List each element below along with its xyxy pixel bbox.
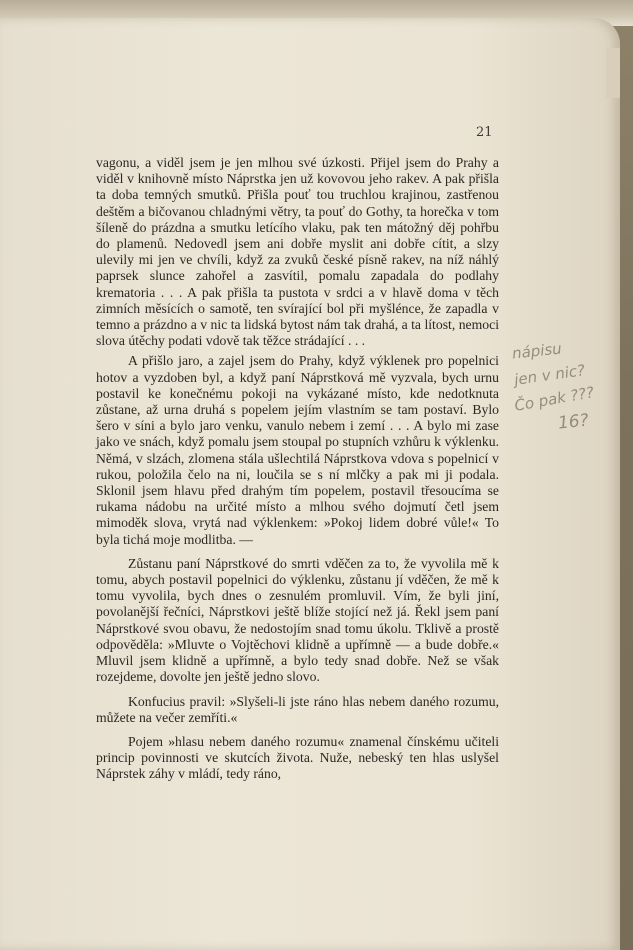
body-text bbox=[96, 155, 499, 783]
handwritten-margin-notes bbox=[500, 330, 633, 450]
paragraph-1: vagonu, a viděl jsem je jen mlhou své úzkosti. Přijel jsem do Prahy a viděl v knihovně místo Náprstka jen už kovovou jeho rakev. A pak přišla ta doba temných smutků. Přišla pouť tou truchlou krajinou, zastřenou deštěm a bičovanou chladnými větry, ta pouť do Gothy, ta horečka v tom šíleně do prázdna a smutku letícího vlaku, pak ten mátožný děj pohřbu do plamenů. Nedovedl jsem ani dobře myslit ani dobře cítit, a slzy ulevily mi jen ve chvíli, když za zvuků české písně rakev, na níž náhlý paprsek slunce zahořel a zasvítil, pomalu zapadala do podlahy krematoria . . . A pak přišla ta pustota v srdci a v hlavě doma v těch zimních měsících o samotě, ten svírající bol při myšlénce, že zapadla v temno a prázdno a v nic ta lidská bytost nám tak drahá, a ta lítost, nemoci slova útěchy podati vdově tak těžce strádající . . . bbox=[96, 155, 499, 349]
margin-note-2: jen v nic? bbox=[513, 361, 587, 389]
margin-note-4: 16? bbox=[557, 410, 590, 434]
paragraph-5: Pojem »hlasu nebem daného rozumu« znamenal čínskému učiteli princip povinnosti ve skutcích života. Nuže, nebeský ten hlas uslyšel Náprstek záhy v mládí, tedy ráno, bbox=[96, 733, 499, 782]
paragraph-4: Konfucius pravil: »Slyšeli-li jste ráno hlas nebem daného rozumu, můžete na večer zemříti.« bbox=[96, 693, 499, 725]
paragraph-3: Zůstanu paní Náprstkové do smrti vděčen za to, že vyvolila mě k tomu, abych postavil popelnici do výklenku, zůstanu jí vděčen, že mě k tomu vyvolila, bych dnes o zesnulém promluvil. Vím, že byli jiní, povolanější řečníci, Náprstkovi ještě blíže stojící než já. Řekl jsem paní Náprstkové svou obavu, že nedostojím snad tomu úkolu. Tklivě a prostě odpověděla: »Mluvte o Vojtěchovi klidně a upřímně — a bude dobře.« Mluvil jsem klidně a upřímně, a bylo tedy snad dobře. Než se však rozejdeme, dovolte jen ještě jedno slovo. bbox=[96, 555, 499, 685]
margin-note-1: nápisu bbox=[511, 339, 563, 363]
page-number: 21 bbox=[476, 125, 493, 140]
page-corner-fold bbox=[606, 48, 620, 98]
margin-note-3: Čo pak ??? bbox=[513, 383, 596, 415]
paragraph-2: A přišlo jaro, a zajel jsem do Prahy, když výklenek pro popelnici hotov a vyzdoben byl, a když paní Náprstková mě vyzvala, bych urnu postavil ke konečnému pokoji na vykázané místo, kde nedotknuta zůstane, až urna druhá s popelem jejím vlastním se tam postaví. Bylo šero v síni a bylo jaro venku, vanulo nebem i zemí . . . A bylo mi zase jako ve snách, když pomalu jsem stoupal po stupních vzhůru k výklenku. Němá, v slzách, zlomena stála ušlechtilá Náprstkova vdova s popelnicí v rukou, položila čelo na ni, loučila se s ní mlčky a pak mi ji podala. Sklonil jsem hlavu před drahým tím popelem, postavil třesoucíma se rukama nádobu na určité místo a mlhou svého dojmutí četl jsem mimoděk slova, vrytá nad výklenkem: »Pokoj lidem dobré vůle!« To byla tichá moje modlitba. — bbox=[96, 353, 499, 547]
